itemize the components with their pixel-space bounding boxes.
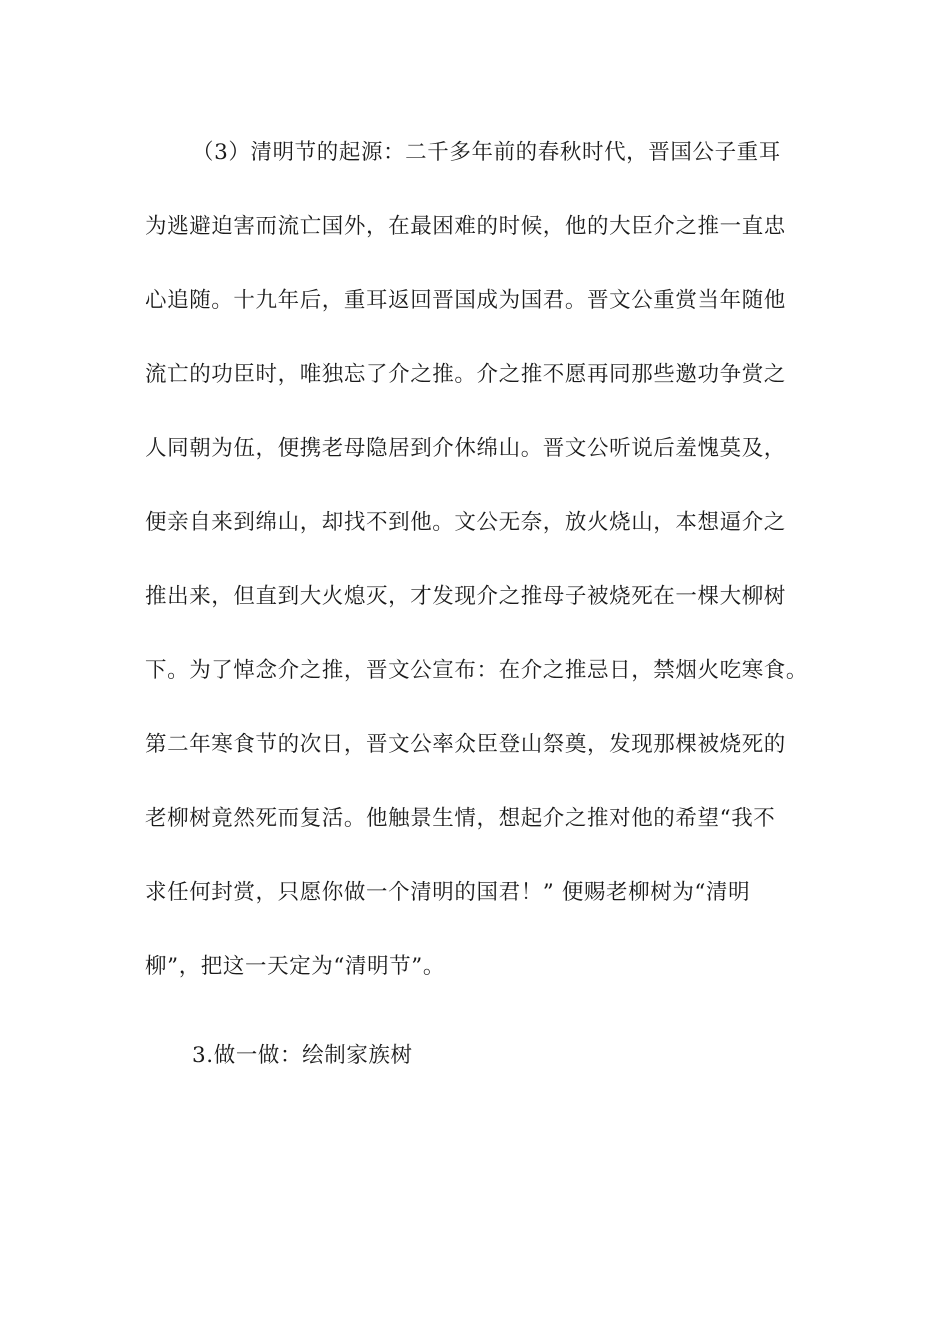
paragraph-line-12: 柳”，把这一天定为“清明节”。 bbox=[145, 954, 445, 979]
paragraph-line-5: 人同朝为伍，便携老母隐居到介休绵山。晋文公听说后羞愧莫及， bbox=[145, 436, 786, 461]
paragraph-line-11: 求任何封赏，只愿你做一个清明的国君！” 便赐老柳树为“清明 bbox=[145, 880, 751, 905]
paragraph-line-4: 流亡的功臣时，唯独忘了介之推。介之推不愿再同那些邀功争赏之 bbox=[145, 362, 786, 387]
paragraph-line-7: 推出来，但直到大火熄灭，才发现介之推母子被烧死在一棵大柳树 bbox=[145, 584, 786, 609]
paragraph-line-8: 下。为了悼念介之推，晋文公宣布：在介之推忌日，禁烟火吃寒食。 bbox=[145, 658, 809, 683]
paragraph-line-10: 老柳树竟然死而复活。他触景生情，想起介之推对他的希望“我不 bbox=[145, 806, 776, 831]
paragraph-line-6: 便亲自来到绵山，却找不到他。文公无奈，放火烧山，本想逼介之 bbox=[145, 510, 786, 535]
paragraph-line-3: 心追随。十九年后，重耳返回晋国成为国君。晋文公重赏当年随他 bbox=[145, 288, 786, 313]
paragraph-line-9: 第二年寒食节的次日，晋文公率众臣登山祭奠，发现那棵被烧死的 bbox=[145, 732, 786, 757]
paragraph-line-2: 为逃避迫害而流亡国外，在最困难的时候，他的大臣介之推一直忠 bbox=[145, 214, 786, 239]
section-heading: 3.做一做：绘制家族树 bbox=[192, 1043, 413, 1068]
paragraph-line-1: （3）清明节的起源：二千多年前的春秋时代，晋国公子重耳 bbox=[192, 140, 781, 165]
